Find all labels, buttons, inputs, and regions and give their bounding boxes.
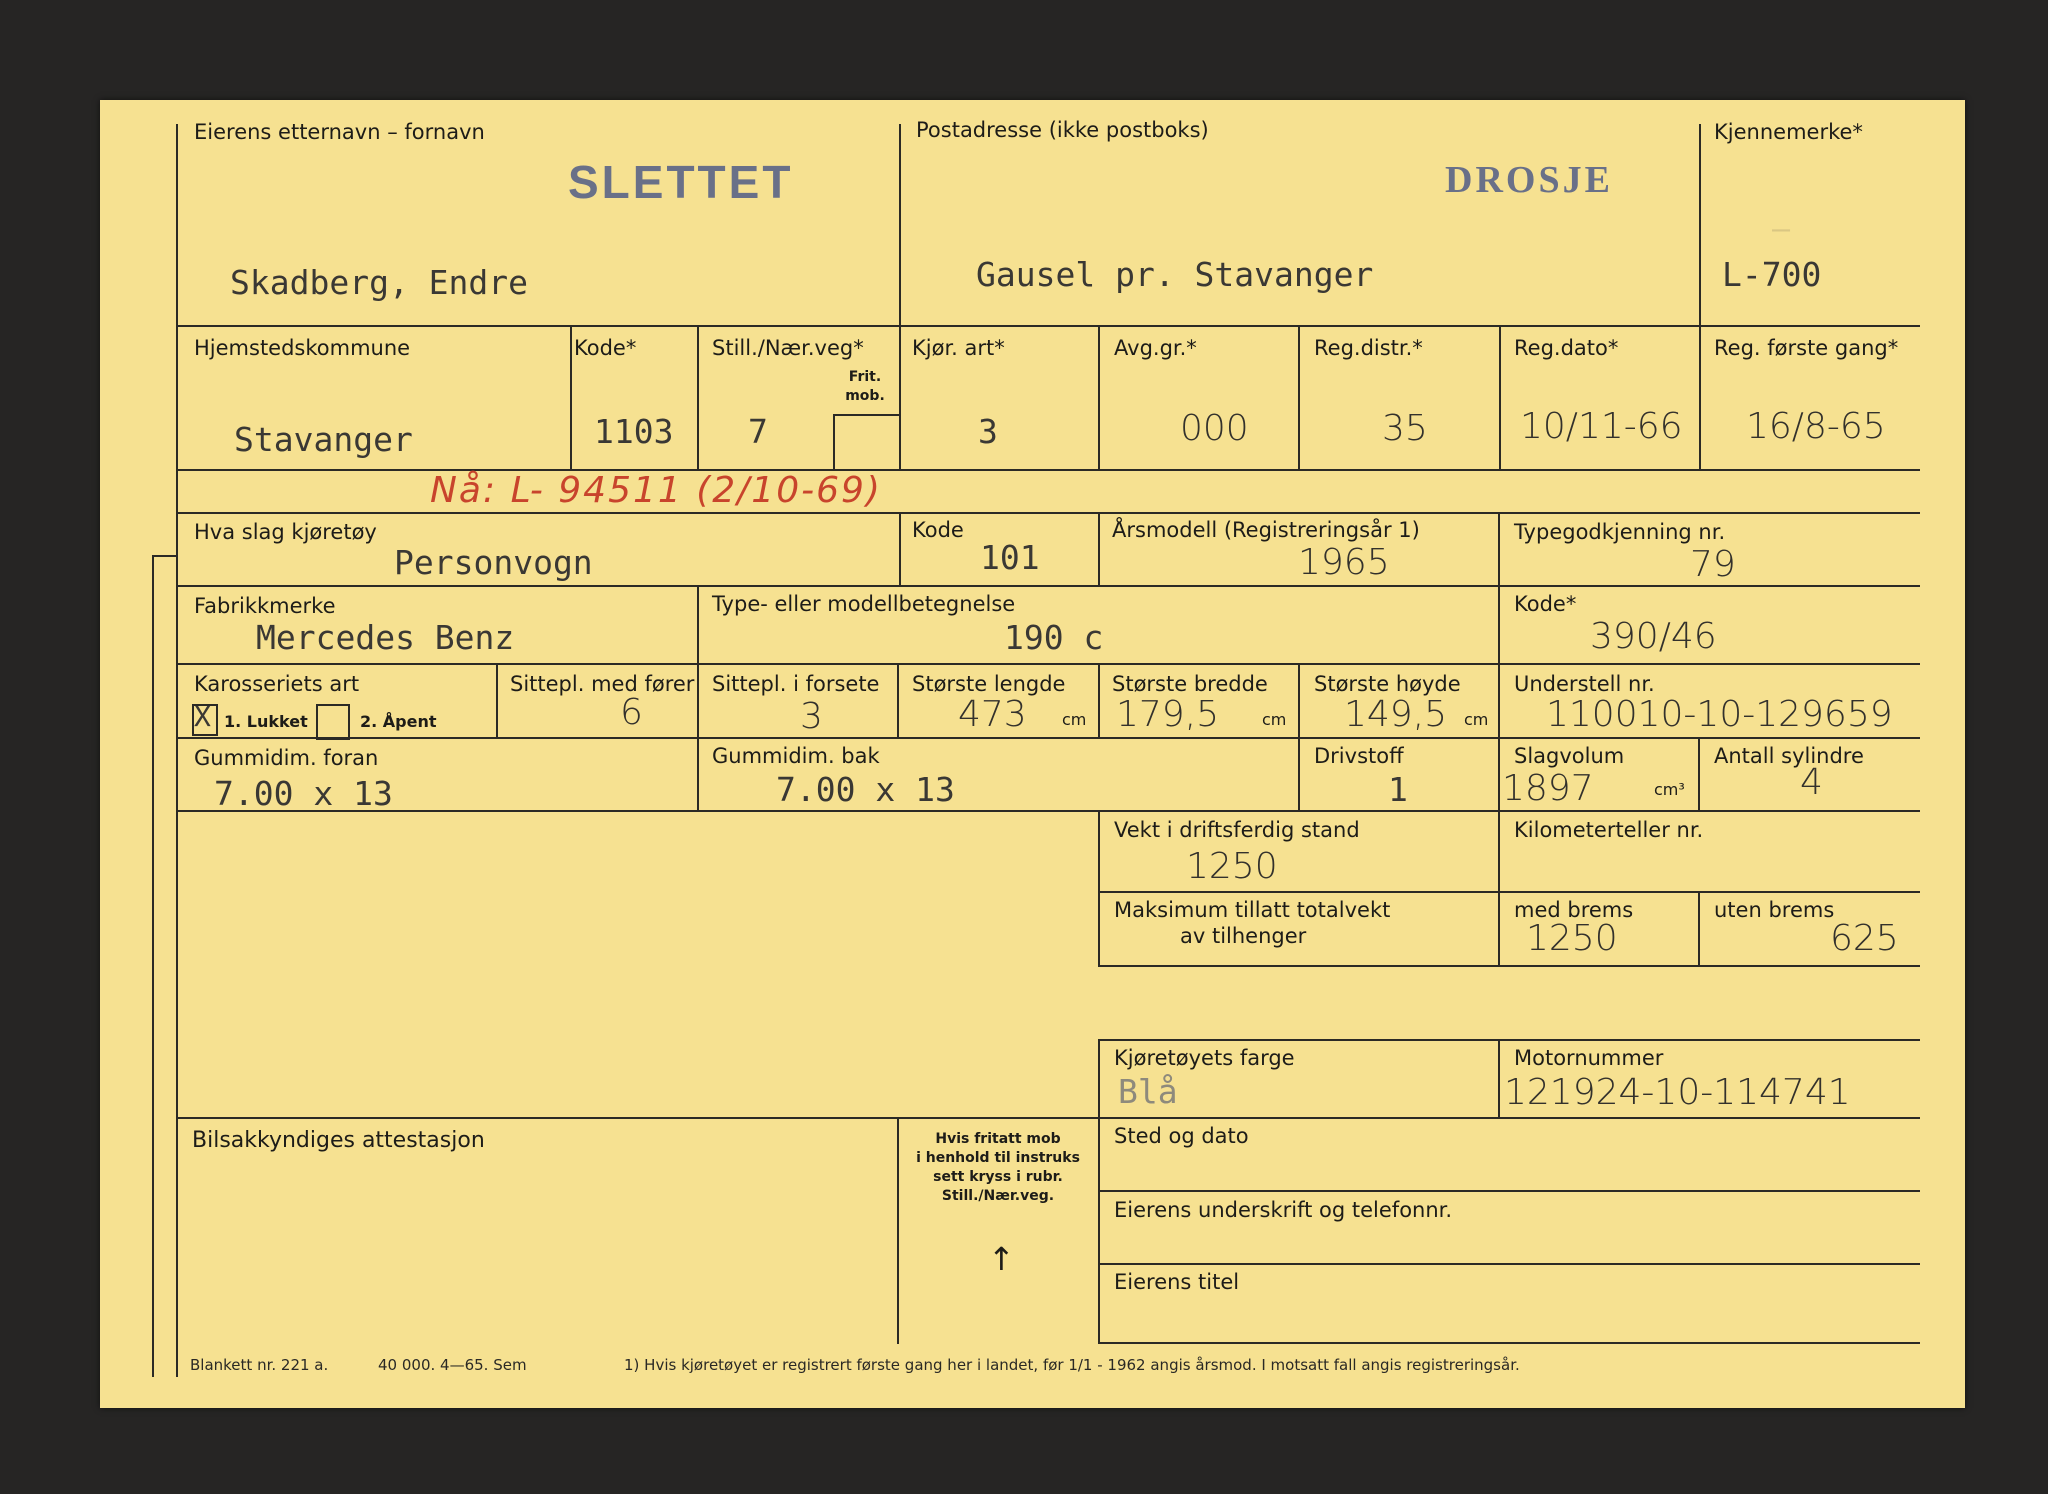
line	[1098, 512, 1100, 587]
stamp-taxi: DROSJE	[1445, 159, 1613, 201]
line	[176, 737, 1920, 739]
tire-front-label: Gummidim. foran	[194, 746, 379, 770]
displacement-label: Slagvolum	[1514, 744, 1625, 768]
registration-card	[100, 100, 1965, 1408]
line	[1098, 891, 1920, 893]
cylinders-label: Antall sylindre	[1714, 744, 1864, 768]
line	[1499, 325, 1501, 471]
postal-address-value: Gausel pr. Stavanger	[976, 255, 1374, 294]
vehicle-kind-label: Hva slag kjøretøy	[194, 520, 377, 544]
length-value: 473	[958, 694, 1027, 735]
reg-distr-value: 35	[1382, 408, 1428, 449]
height-value: 149,5	[1344, 694, 1448, 735]
line	[897, 1117, 899, 1344]
body-opt2-label: 2. Åpent	[360, 712, 437, 731]
owner-name-value: Skadberg, Endre	[230, 263, 529, 302]
code-label: Kode*	[574, 336, 637, 360]
line	[897, 663, 899, 739]
displacement-unit: cm³	[1654, 780, 1685, 799]
cylinders-value: 4	[1800, 762, 1823, 803]
reg-dato-value: 10/11-66	[1520, 406, 1683, 447]
operating-weight-value: 1250	[1186, 846, 1278, 887]
with-brakes-label: med brems	[1514, 898, 1634, 922]
line	[176, 810, 1920, 812]
body-closed-mark: X	[194, 700, 211, 733]
displacement-value: 1897	[1502, 768, 1594, 809]
seats-value: 6	[620, 692, 643, 733]
place-date-label: Sted og dato	[1114, 1124, 1249, 1148]
year-value: 1965	[1298, 542, 1390, 583]
body-open-checkbox	[316, 704, 350, 740]
without-brakes-label: uten brems	[1714, 898, 1835, 922]
line	[1698, 891, 1700, 965]
owner-title-label: Eierens titel	[1114, 1270, 1240, 1294]
fuel-value: 1	[1388, 770, 1408, 809]
trailer-weight-label-2: av tilhenger	[1180, 924, 1307, 948]
line	[833, 414, 899, 416]
line	[899, 325, 901, 471]
line	[1098, 1190, 1920, 1192]
engine-number-value: 121924-10-114741	[1504, 1072, 1851, 1113]
body-label: Karosseriets art	[194, 672, 360, 696]
arrow-up-icon: ↑	[988, 1240, 1015, 1278]
type-approval-value: 79	[1690, 544, 1736, 585]
tire-front-value: 7.00 x 13	[214, 774, 393, 813]
postal-address-label: Postadresse (ikke postboks)	[916, 118, 1209, 142]
make-value: Mercedes Benz	[256, 618, 515, 657]
odometer-label: Kilometerteller nr.	[1514, 818, 1704, 842]
model-value: 190 c	[1004, 618, 1104, 657]
line	[899, 124, 901, 327]
reg-first-value: 16/8-65	[1746, 406, 1886, 447]
left-border-inner	[152, 555, 154, 1377]
reg-dato-label: Reg.dato*	[1514, 336, 1619, 360]
kode-value: 101	[980, 538, 1040, 577]
line	[1098, 1039, 1920, 1041]
municipality-value: Stavanger	[234, 420, 413, 459]
still-value: 7	[748, 412, 768, 451]
line	[1698, 737, 1700, 810]
municipality-label: Hjemstedskommune	[194, 336, 411, 360]
line	[176, 512, 1920, 514]
line	[176, 325, 1920, 327]
kjor-art-value: 3	[978, 412, 998, 451]
code-value: 1103	[594, 412, 674, 451]
red-note: Nå: L- 94511 (2/10-69)	[430, 470, 882, 511]
exemption-note-1: Hvis fritatt mob	[935, 1131, 1061, 1147]
reg-distr-label: Reg.distr.*	[1314, 336, 1423, 360]
kode2-label: Kode*	[1514, 592, 1577, 616]
kode2-value: 390/46	[1590, 616, 1717, 657]
colour-label: Kjøretøyets farge	[1114, 1046, 1295, 1070]
colour-value: Blå	[1118, 1072, 1178, 1111]
exemption-note-4: Still./Nær.veg.	[941, 1188, 1055, 1204]
line	[152, 555, 178, 557]
width-unit: cm	[1262, 710, 1287, 729]
reg-mark-label: Kjennemerke*	[1714, 120, 1863, 144]
kode-label: Kode	[912, 518, 964, 542]
line	[1498, 512, 1500, 810]
width-label: Største bredde	[1112, 672, 1268, 696]
line	[1298, 663, 1300, 810]
line	[1699, 124, 1701, 327]
avg-value: 000	[1180, 408, 1249, 449]
tire-rear-label: Gummidim. bak	[712, 744, 880, 768]
left-border	[176, 124, 178, 1377]
with-brakes-value: 1250	[1526, 918, 1618, 959]
line	[1298, 325, 1300, 471]
line	[833, 414, 835, 471]
line	[697, 325, 699, 471]
line	[1098, 1117, 1100, 1344]
stamp-deleted: SLETTET	[568, 156, 794, 208]
line	[1699, 325, 1701, 471]
avg-label: Avg.gr.*	[1114, 336, 1197, 360]
fuel-label: Drivstoff	[1314, 744, 1404, 768]
line	[1098, 1342, 1920, 1344]
exemption-note-2: i henhold til instruks	[916, 1150, 1080, 1166]
operating-weight-label: Vekt i driftsferdig stand	[1114, 818, 1360, 842]
engine-number-label: Motornummer	[1514, 1046, 1664, 1070]
body-opt1-label: 1. Lukket	[224, 712, 308, 731]
line	[496, 663, 498, 739]
model-label: Type- eller modellbetegnelse	[712, 592, 1016, 616]
without-brakes-value: 625	[1830, 918, 1899, 959]
line	[1098, 1263, 1920, 1265]
frit-mob-label: Frit. mob.	[845, 369, 885, 404]
tire-rear-value: 7.00 x 13	[776, 770, 955, 809]
line	[899, 512, 901, 587]
line	[697, 585, 699, 810]
trailer-weight-label-1: Maksimum tillatt totalvekt	[1114, 898, 1391, 922]
print-info: 40 000. 4—65. Sem	[378, 1356, 527, 1374]
kjor-art-label: Kjør. art*	[912, 336, 1005, 360]
height-unit: cm	[1464, 710, 1489, 729]
length-unit: cm	[1062, 710, 1087, 729]
reg-mark-value: L-700	[1722, 255, 1822, 294]
exemption-note-3: sett kryss i rubr.	[933, 1169, 1063, 1185]
reg-first-label: Reg. første gang*	[1714, 336, 1899, 360]
owner-name-label: Eierens etternavn – fornavn	[194, 120, 485, 144]
seats-label: Sittepl. med fører	[510, 672, 695, 696]
footnote: 1) Hvis kjøretøyet er registrert første gang her i landet, før 1/1 - 1962 angis årsmod. I motsatt fall angis registreringsår.	[624, 1356, 1520, 1374]
line	[176, 1117, 1920, 1119]
line	[1098, 965, 1920, 967]
line	[1498, 810, 1500, 965]
line	[176, 585, 1920, 587]
width-value: 179,5	[1116, 694, 1220, 735]
front-seats-label: Sittepl. i forsete	[712, 672, 880, 696]
year-label: Årsmodell (Registreringsår 1)	[1112, 518, 1420, 542]
front-seats-value: 3	[800, 696, 823, 737]
make-label: Fabrikkmerke	[194, 594, 336, 618]
line	[1498, 1039, 1500, 1119]
signature-label: Eierens underskrift og telefonnr.	[1114, 1198, 1453, 1222]
vehicle-kind-value: Personvogn	[394, 543, 593, 582]
line	[1098, 663, 1100, 739]
chassis-label: Understell nr.	[1514, 672, 1655, 696]
still-label: Still./Nær.veg*	[712, 336, 864, 360]
line	[570, 325, 572, 471]
chassis-value: 110010-10-129659	[1546, 694, 1893, 735]
reg-mark-ghost: –	[1772, 212, 1791, 247]
line	[176, 663, 1920, 665]
line	[1098, 325, 1100, 471]
form-number: Blankett nr. 221 a.	[190, 1356, 329, 1374]
inspector-label: Bilsakkyndiges attestasjon	[192, 1128, 485, 1153]
height-label: Største høyde	[1314, 672, 1461, 696]
line	[1098, 810, 1100, 967]
type-approval-label: Typegodkjenning nr.	[1514, 520, 1726, 544]
line	[1098, 1039, 1100, 1119]
length-label: Største lengde	[912, 672, 1066, 696]
